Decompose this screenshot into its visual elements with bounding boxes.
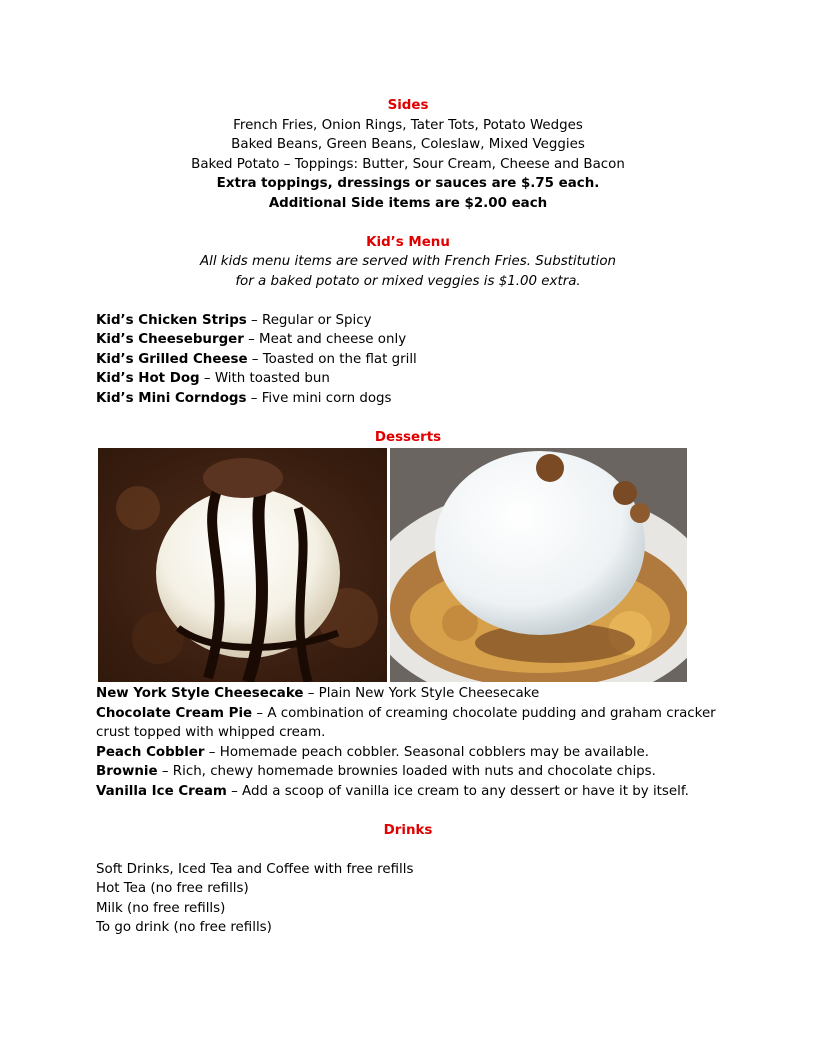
sides-line: Baked Potato – Toppings: Butter, Sour Cream, Cheese and Bacon (191, 156, 625, 172)
kids-intro: All kids menu items are served with French Fries. Substitution (199, 254, 617, 269)
item-name: Kid’s Hot Dog (96, 371, 200, 386)
drinks-line: To go drink (no free refills) (96, 920, 272, 935)
dessert-item (96, 684, 720, 704)
item-desc: – Regular or Spicy (246, 312, 372, 328)
item-desc: – Add a scoop of vanilla ice cream to any dessert or have it by itself. (226, 783, 689, 799)
item-name: Chocolate Cream Pie (96, 705, 253, 721)
drinks-heading: Drinks (383, 822, 433, 838)
dessert-item (96, 704, 720, 743)
item-desc: – Homemade peach cobbler. Seasonal cobblers may be available. (204, 744, 650, 760)
menu-page (96, 96, 720, 938)
dessert-item (96, 762, 720, 782)
item-desc: – Five mini corn dogs (246, 390, 392, 406)
kids-intro: for a baked potato or mixed veggies is $1.00 extra. (235, 273, 581, 289)
peach-cobbler-photo (390, 448, 687, 682)
brownie-sundae-photo (98, 448, 387, 682)
item-desc: – A combination of creaming chocolate pudding and graham cracker crust topped with whipped cream. (96, 705, 716, 740)
desserts-heading: Desserts (374, 429, 442, 445)
item-name: Vanilla Ice Cream (96, 783, 227, 799)
dessert-item (96, 743, 720, 763)
item-desc: – Meat and cheese only (243, 332, 407, 347)
sides-note: Additional Side items are $2.00 each (268, 195, 548, 211)
kids-item (96, 311, 720, 331)
sides-note: Extra toppings, dressings or sauces are $.75 each. (216, 176, 600, 191)
sides-line: French Fries, Onion Rings, Tater Tots, Potato Wedges (233, 117, 583, 133)
item-desc: – Plain New York Style Cheesecake (303, 686, 540, 701)
dessert-item (96, 782, 720, 802)
item-name: Kid’s Cheeseburger (96, 332, 244, 347)
item-desc: – Rich, chewy homemade brownies loaded with nuts and chocolate chips. (157, 764, 656, 779)
item-name: Kid’s Chicken Strips (96, 312, 247, 328)
kids-item (96, 369, 720, 389)
item-name: Brownie (96, 764, 158, 779)
dessert-photos (96, 448, 720, 684)
kids-item (96, 389, 720, 409)
kids-item (96, 350, 720, 370)
item-name: Peach Cobbler (96, 744, 205, 760)
drinks-line: Milk (no free refills) (96, 900, 226, 916)
sides-line: Baked Beans, Green Beans, Coleslaw, Mixed Veggies (231, 137, 585, 152)
item-name: Kid’s Mini Corndogs (96, 390, 247, 406)
sides-heading: Sides (387, 98, 429, 113)
item-name: Kid’s Grilled Cheese (96, 351, 248, 367)
drinks-line: Soft Drinks, Iced Tea and Coffee with free refills (96, 861, 414, 877)
item-name: New York Style Cheesecake (96, 686, 304, 701)
item-desc: – With toasted bun (199, 371, 330, 386)
kids-heading: Kid’s Menu (366, 234, 450, 250)
kids-item (96, 330, 720, 350)
item-desc: – Toasted on the flat grill (247, 351, 417, 367)
drinks-line: Hot Tea (no free refills) (96, 881, 249, 896)
